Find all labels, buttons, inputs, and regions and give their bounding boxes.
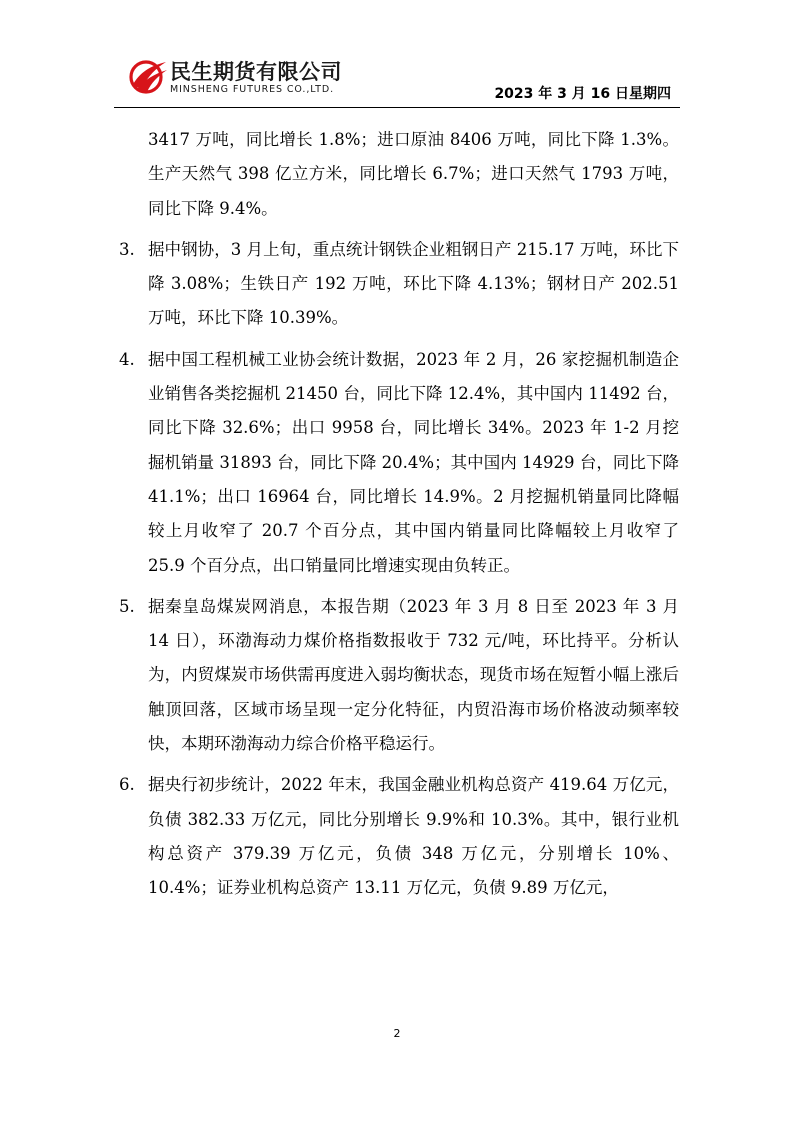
company-logo (126, 54, 371, 102)
page-header (0, 0, 794, 112)
page-number: 2 (393, 1027, 401, 1040)
list-item-text: 据中国工程机械工业协会统计数据，2023 年 2 月，26 家挖掘机制造企业销售各类挖掘机 21450 台，同比下降 12.4%，其中国内 11492 台，同比下降 32.6%；出口 9958 台，同比增长 34%。2023 年 1-2 月挖掘机销量 31893 台，同比下降 20.4%；其中国内 14929 台，同比下降 41.1%；出口 16964 台，同比增长 14.9%。2 月挖掘机销量同比降幅较上月收窄了 20.7 个百分点，其中国内销量同比降幅较上月收窄了 25.9 个百分点，出口销量同比增速实现由负转正。 (148, 349, 679, 575)
report-date: 2023 年 3 月 16 日星期四 (494, 86, 671, 102)
list-item-number: 4. (119, 349, 135, 369)
list-item (119, 768, 679, 905)
list-item-number: 6. (119, 775, 135, 795)
list-item (119, 233, 679, 336)
list-item (119, 343, 679, 583)
list-item (119, 590, 679, 761)
list-item-text: 据央行初步统计，2022 年末，我国金融业机构总资产 419.64 万亿元，负债 382.33 万亿元，同比分别增长 9.9%和 10.3%。其中，银行业机构总资产 379.39 万亿元，负债 348 万亿元，分别增长 10%、10.4%；证券业机构总资产 13.11 万亿元，负债 9.89 万亿元， (148, 775, 679, 898)
list-item-text: 据中钢协，3 月上旬，重点统计钢铁企业粗钢日产 215.17 万吨，环比下降 3.08%；生铁日产 192 万吨，环比下降 4.13%；钢材日产 202.51 万吨，环比下降 10.39%。 (148, 239, 679, 328)
company-name-en: MINSHENG FUTURES CO.,LTD. (170, 84, 334, 95)
list-item-number: 3. (119, 239, 135, 259)
header-divider (114, 107, 680, 108)
minsheng-swoosh-logo-icon (126, 56, 168, 96)
list-item-number: 5. (119, 596, 135, 616)
document-body (119, 123, 679, 906)
list-item-text: 据秦皇岛煤炭网消息，本报告期（2023 年 3 月 8 日至 2023 年 3 月 14 日），环渤海动力煤价格指数报收于 732 元/吨，环比持平。分析认为，内贸煤炭市场供需再度进入弱均衡状态，现货市场在短暂小幅上涨后触顶回落，区域市场呈现一定分化特征，内贸沿海市场价格波动频率较快，本期环渤海动力综合价格平稳运行。 (148, 596, 679, 754)
continuation-paragraph: 3417 万吨，同比增长 1.8%；进口原油 8406 万吨，同比下降 1.3%。生产天然气 398 亿立方米，同比增长 6.7%；进口天然气 1793 万吨，同比下降 9.4%。 (148, 130, 679, 218)
company-name-cn: 民生期货有限公司 (170, 60, 342, 84)
